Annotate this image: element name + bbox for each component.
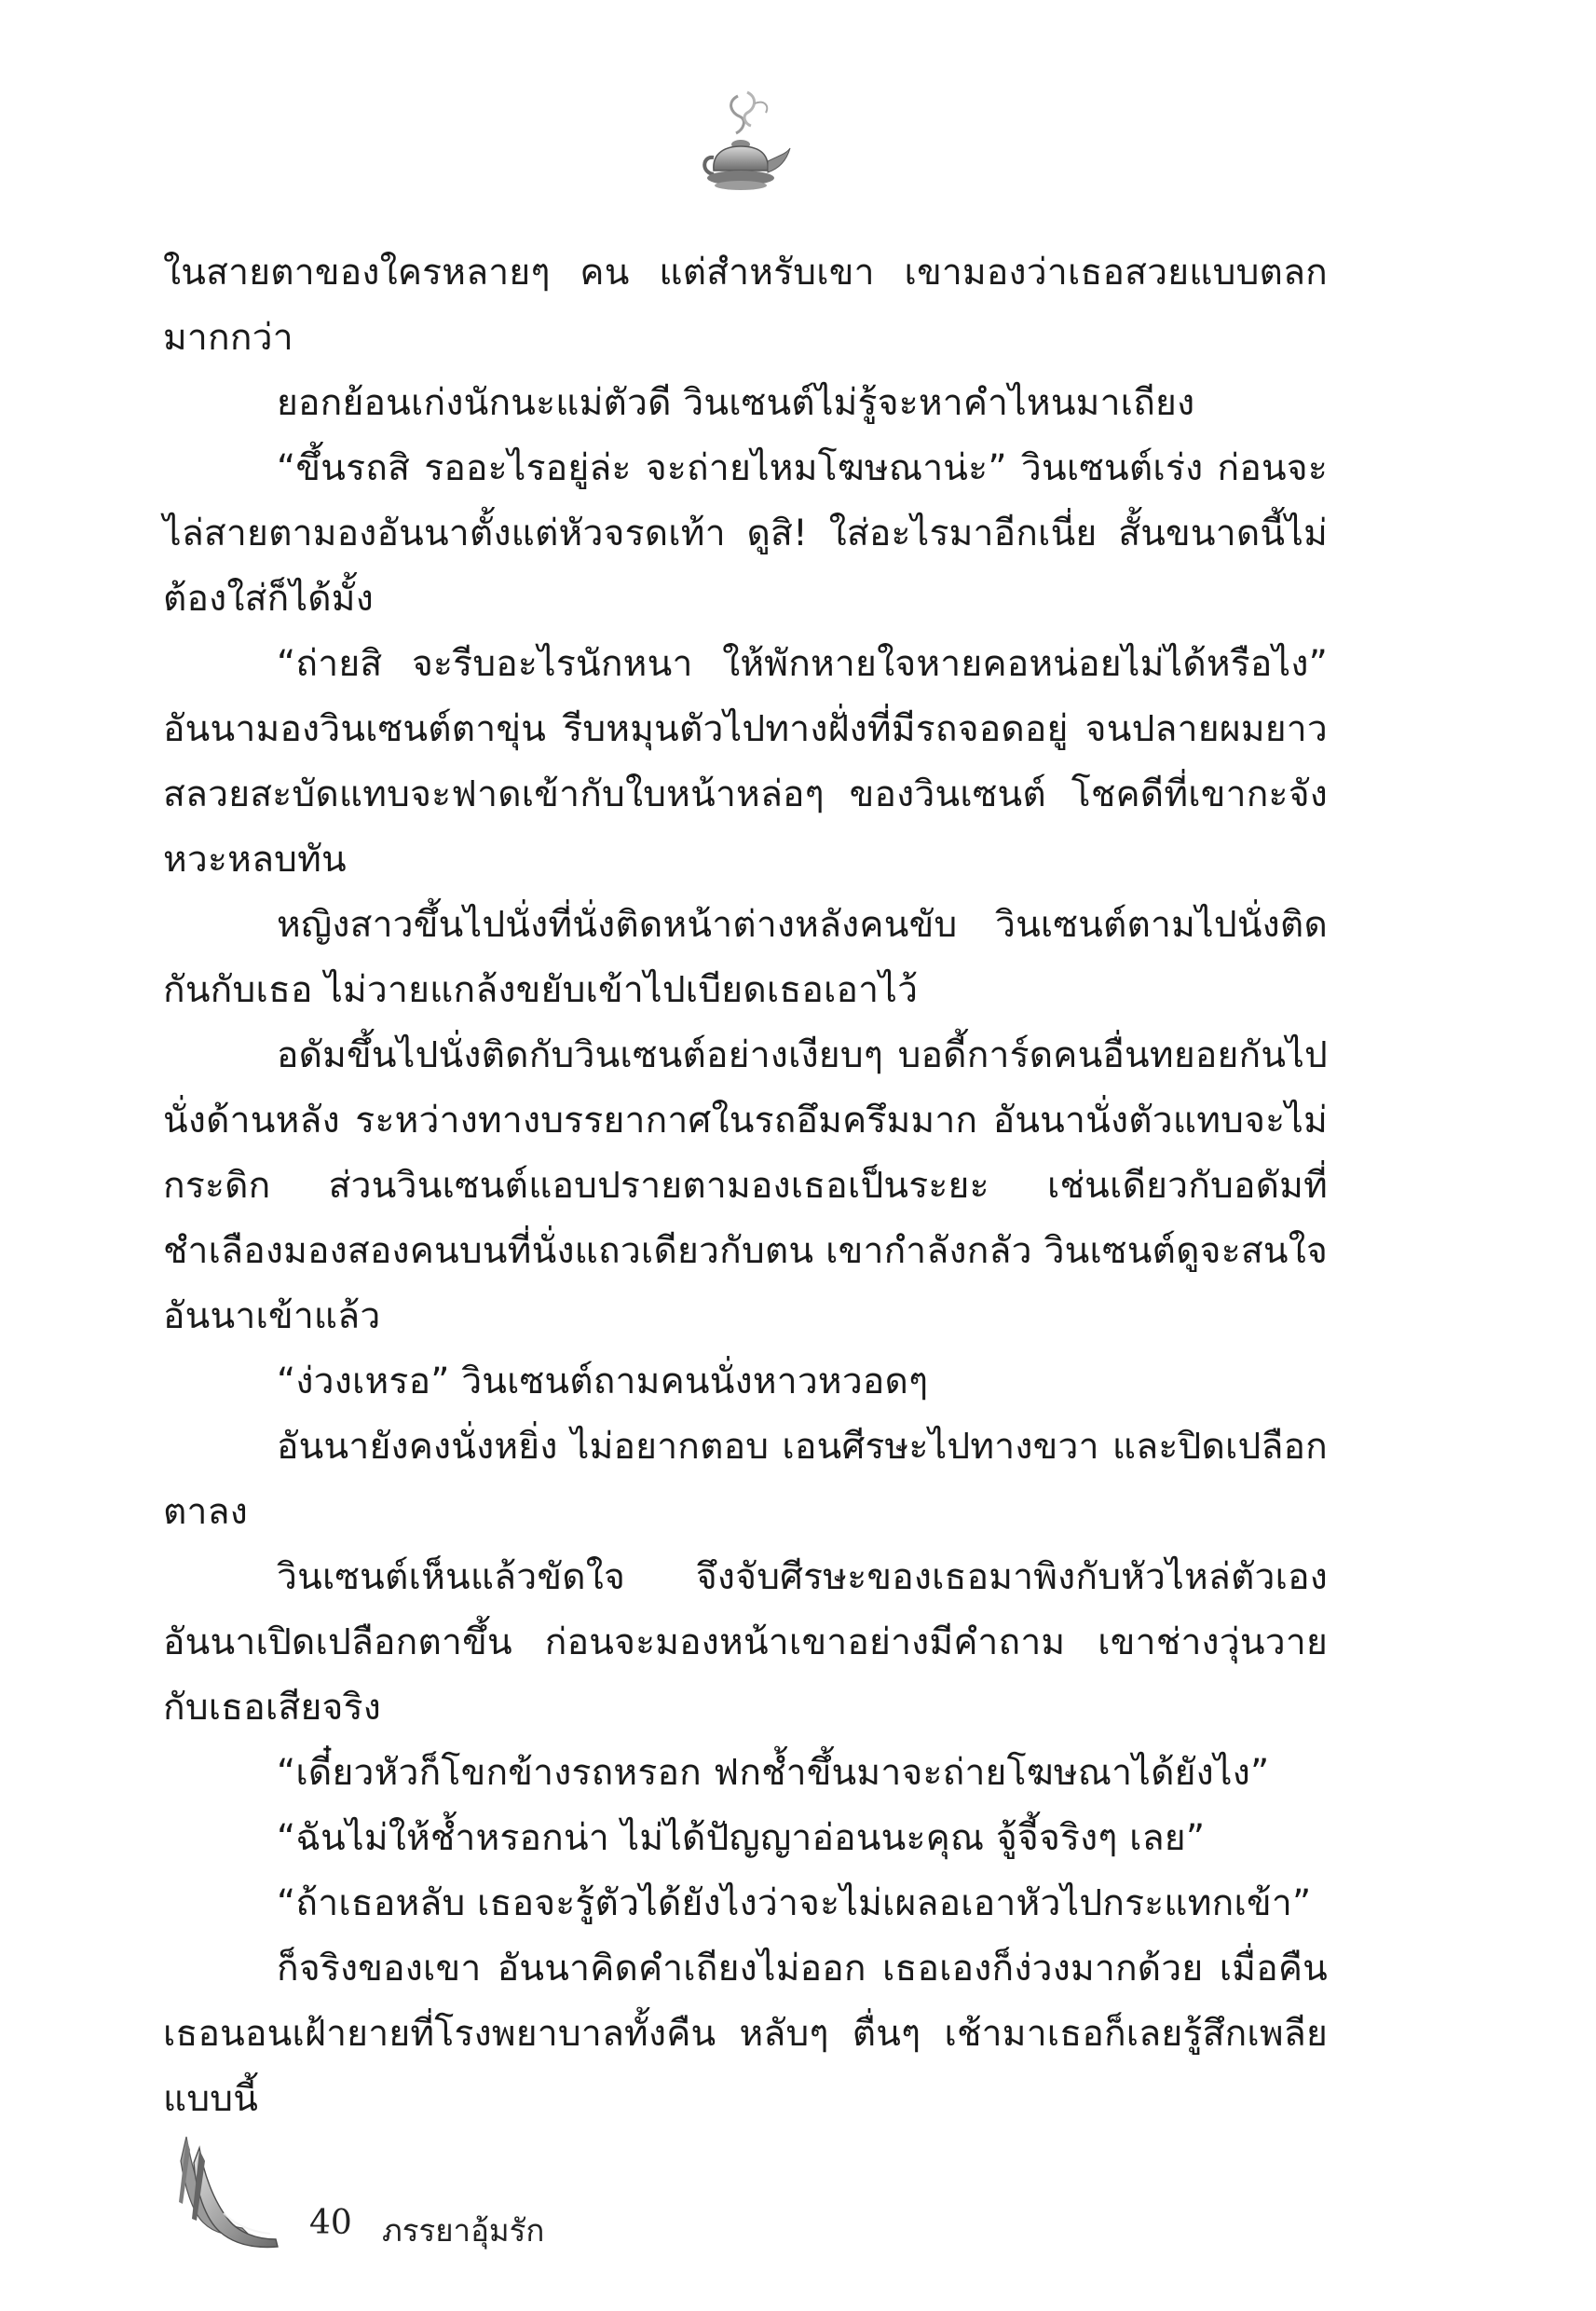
paragraph: “ขึ้นรถสิ รออะไรอยู่ล่ะ จะถ่ายไหมโฆษณาน่ะ” วินเซนต์เร่ง ก่อนจะไล่สายตามองอันนาตั้งแต่หัวจรดเท้า ดูสิ! ใส่อะไรมาอีกเนี่ย สั้นขนาดนี้ไม่ต้องใส่ก็ได้มั้ง: [163, 447, 1328, 620]
paragraph: อันนายังคงนั่งหยิ่ง ไม่อยากตอบ เอนศีรษะไปทางขวา และปิดเปลือกตาลง: [163, 1426, 1328, 1533]
paragraph: “ถ่ายสิ จะรีบอะไรนักหนา ให้พักหายใจหายคอหน่อยไม่ได้หรือไง” อันนามองวินเซนต์ตาขุ่น รีบหมุนตัวไปทางฝั่งที่มีรถจอดอยู่ จนปลายผมยาวสลวยสะบัดแทบจะฟาดเข้ากับใบหน้าหล่อๆ ของวินเซนต์ โชคดีที่เขากะจังหวะหลบทัน: [163, 643, 1328, 881]
book-title: ภรรยาอุ้มรัก: [382, 2212, 545, 2249]
paragraph: วินเซนต์เห็นแล้วขัดใจ จึงจับศีรษะของเธอมาพิงกับหัวไหล่ตัวเอง อันนาเปิดเปลือกตาขึ้น ก่อนจะมองหน้าเขาอย่างมีคำถาม เขาช่างวุ่นวายกับเธอเสียจริง: [163, 1556, 1328, 1729]
paragraph: ยอกย้อนเก่งนักนะแม่ตัวดี วินเซนต์ไม่รู้จะหาคำไหนมาเถียง: [277, 382, 1195, 424]
page-number: 40: [309, 2204, 352, 2242]
paragraph: ก็จริงของเขา อันนาคิดคำเถียงไม่ออก เธอเองก็ง่วงมากด้วย เมื่อคืนเธอนอนเฝ้ายายที่โรงพยาบาลทั้งคืน หลับๆ ตื่นๆ เช้ามาเธอก็เลยรู้สึกเพลียแบบนี้: [163, 1948, 1328, 2120]
paragraph: “ฉันไม่ให้ช้ำหรอกน่า ไม่ได้ปัญญาอ่อนนะคุณ จู้จี้จริงๆ เลย”: [277, 1817, 1206, 1859]
high-heel-shoe-icon: [158, 2129, 289, 2255]
page-footer: [158, 2129, 811, 2260]
paragraph: “เดี๋ยวหัวก็โขกข้างรถหรอก ฟกช้ำขึ้นมาจะถ่ายโฆษณาได้ยังไง”: [277, 1752, 1270, 1794]
teapot-ornament-icon: [689, 89, 792, 200]
body-text: [163, 240, 1328, 2132]
paragraph: “ถ้าเธอหลับ เธอจะรู้ตัวได้ยังไงว่าจะไม่เผลอเอาหัวไปกระแทกเข้า”: [277, 1882, 1312, 1924]
paragraph: หญิงสาวขึ้นไปนั่งที่นั่งติดหน้าต่างหลังคนขับ วินเซนต์ตามไปนั่งติดกันกับเธอ ไม่วายแกล้งขยับเข้าไปเบียดเธอเอาไว้: [163, 904, 1328, 1011]
paragraph: ในสายตาของใครหลายๆ คน แต่สำหรับเขา เขามองว่าเธอสวยแบบตลกมากกว่า: [163, 252, 1328, 359]
paragraph: “ง่วงเหรอ” วินเซนต์ถามคนนั่งหาวหวอดๆ: [277, 1361, 929, 1402]
paragraph: อดัมขึ้นไปนั่งติดกับวินเซนต์อย่างเงียบๆ บอดี้การ์ดคนอื่นทยอยกันไปนั่งด้านหลัง ระหว่างทางบรรยากาศในรถอึมครึมมาก อันนานั่งตัวแทบจะไม่กระดิก ส่วนวินเซนต์แอบปรายตามองเธอเป็นระยะ เช่นเดียวกับอดัมที่ชำเลืองมองสองคนบนที่นั่งแถวเดียวกับตน เขากำลังกลัว วินเซนต์ดูจะสนใจอันนาเข้าแล้ว: [163, 1034, 1328, 1337]
